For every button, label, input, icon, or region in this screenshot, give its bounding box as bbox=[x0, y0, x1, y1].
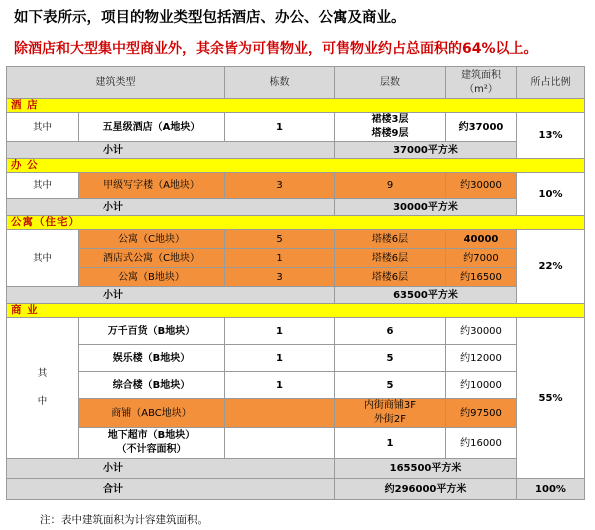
table-row: 娱乐楼（B地块） 1 5 约12000 bbox=[7, 345, 585, 372]
total-row: 合计 约296000平方米 100% bbox=[7, 479, 585, 500]
header-ratio: 所占比例 bbox=[517, 67, 585, 99]
intro-text: 如下表所示，项目的物业类型包括酒店、办公、公寓及商业。 bbox=[14, 10, 406, 26]
section-hotel: 酒 店 bbox=[7, 99, 585, 113]
subtotal-row: 小计 63500平方米 bbox=[7, 287, 585, 304]
table-row: 地下超市（B地块） （不计容面积） 1 约16000 bbox=[7, 428, 585, 459]
ratio-hotel: 13% bbox=[517, 113, 585, 159]
table-row: 其 中 万千百货（B地块） 1 6 约30000 55% bbox=[7, 318, 585, 345]
header-count: 栋数 bbox=[225, 67, 335, 99]
header-floors: 层数 bbox=[335, 67, 446, 99]
table-row: 其中 公寓（C地块） 5 塔楼6层 40000 22% bbox=[7, 230, 585, 249]
footnote: 注：表中建筑面积为计容建筑面积。 bbox=[40, 514, 208, 526]
ratio-commercial: 55% bbox=[517, 318, 585, 479]
table-row: 商铺（ABC地块） 内街商铺3F 外街2F 约97500 bbox=[7, 399, 585, 428]
subtotal-row: 小计 37000平方米 bbox=[7, 142, 585, 159]
highlight-text: 除酒店和大型集中型商业外，其余皆为可售物业，可售物业约占总面积的64%以上。 bbox=[14, 41, 538, 57]
header-type: 建筑类型 bbox=[7, 67, 225, 99]
ratio-apartment: 22% bbox=[517, 230, 585, 304]
ratio-office: 10% bbox=[517, 173, 585, 216]
subtotal-row: 小计 30000平方米 bbox=[7, 199, 585, 216]
section-office: 办 公 bbox=[7, 159, 585, 173]
section-commercial: 商 业 bbox=[7, 304, 585, 318]
subtotal-row: 小计 165500平方米 bbox=[7, 459, 585, 479]
table-row: 其中 甲级写字楼（A地块） 3 9 约30000 10% bbox=[7, 173, 585, 199]
header-row bbox=[7, 67, 585, 99]
property-table bbox=[6, 66, 585, 500]
table-row: 公寓（B地块） 3 塔楼6层 约16500 bbox=[7, 268, 585, 287]
table-row: 其中 五星级酒店（A地块） 1 裙楼3层 塔楼9层 约37000 13% bbox=[7, 113, 585, 142]
ratio-total: 100% bbox=[517, 479, 585, 500]
header-area: 建筑面积 （m²） bbox=[446, 67, 517, 99]
section-apartment: 公寓（住宅） bbox=[7, 216, 585, 230]
table-row: 综合楼（B地块） 1 5 约10000 bbox=[7, 372, 585, 399]
table-row: 酒店式公寓（C地块） 1 塔楼6层 约7000 bbox=[7, 249, 585, 268]
